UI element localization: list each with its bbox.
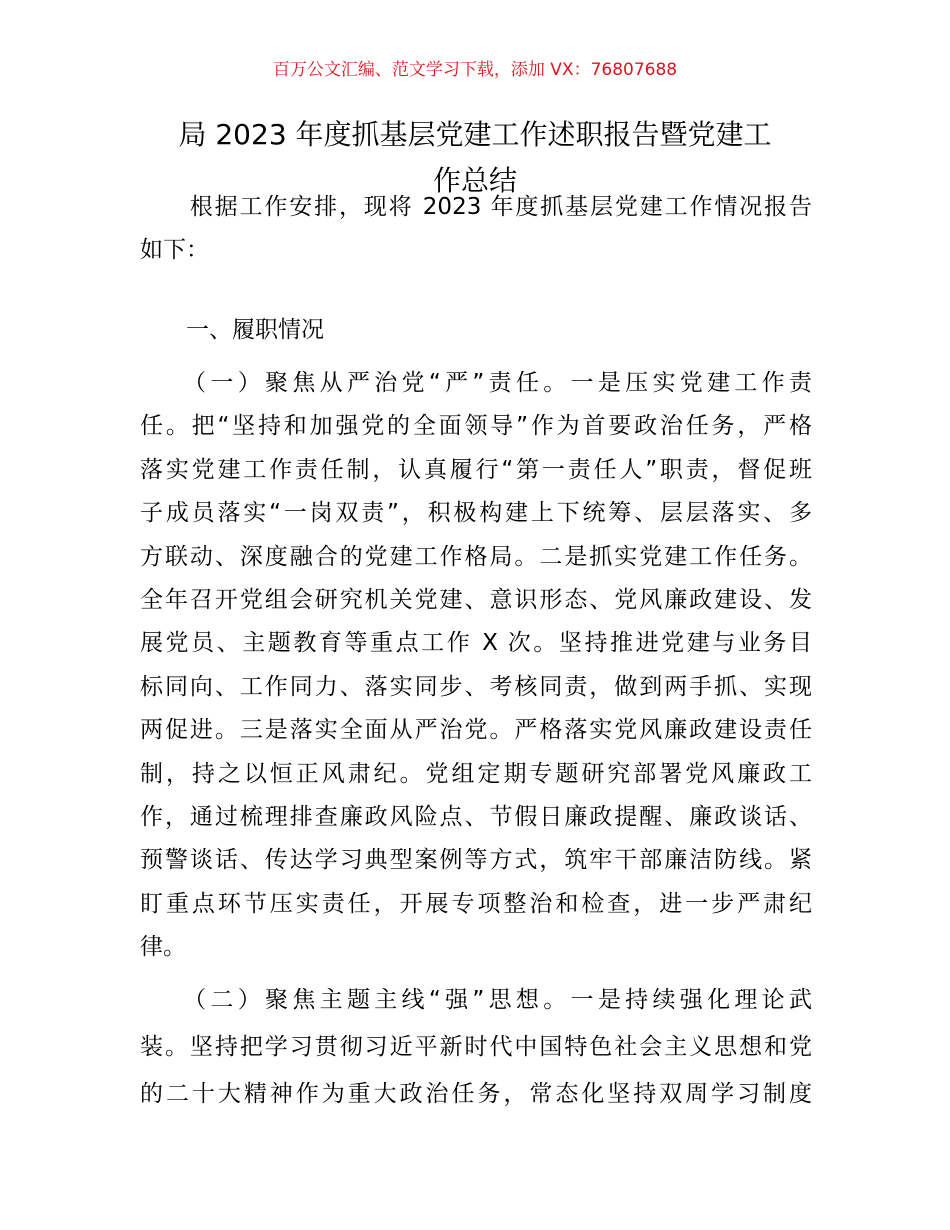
paragraph-line: 如下： xyxy=(140,237,209,263)
paragraph-line: 两促进。三是落实全面从严治党。严格落实党风廉政建设责任 xyxy=(140,717,812,744)
paragraph-line: 任。把“坚持和加强党的全面领导”作为首要政治任务，严格 xyxy=(140,413,812,440)
paragraph-line: 预警谈话、传达学习典型案例等方式，筑牢干部廉洁防线。紧 xyxy=(140,847,812,874)
paragraph-line: 作，通过梳理排查廉政风险点、节假日廉政提醒、廉政谈话、 xyxy=(140,804,812,830)
paragraph-line: 根据工作安排，现将 2023 年度抓基层党建工作情况报告 xyxy=(140,194,812,220)
paragraph-line: 方联动、深度融合的党建工作格局。二是抓实党建工作任务。 xyxy=(140,543,812,570)
paragraph-line: 制，持之以恒正风肃纪。党组定期专题研究部署党风廉政工 xyxy=(140,760,812,787)
paragraph-line: 盯重点环节压实责任，开展专项整治和检查，进一步严肃纪 xyxy=(140,890,812,917)
paragraph-line: 的二十大精神作为重大政治任务，常态化坚持双周学习制度 xyxy=(140,1081,812,1107)
paragraph-line: （一）聚焦从严治党“严”责任。一是压实党建工作责 xyxy=(140,370,812,396)
document-title-line-2: 作总结 xyxy=(432,164,517,197)
paragraph-line: 子成员落实“一岗双责”，积极构建上下统筹、层层落实、多 xyxy=(140,500,812,527)
paragraph-line: 律。 xyxy=(140,934,186,961)
paragraph-line: 全年召开党组会研究机关党建、意识形态、党风廉政建设、发 xyxy=(140,587,812,613)
document-title-line-1: 局 2023 年度抓基层党建工作述职报告暨党建工 xyxy=(178,118,772,151)
paragraph-line: 一、履职情况 xyxy=(140,317,324,343)
paragraph-line: 落实党建工作责任制，认真履行“第一责任人”职责，督促班 xyxy=(140,456,812,483)
paragraph-line: 装。坚持把学习贯彻习近平新时代中国特色社会主义思想和党 xyxy=(140,1034,812,1060)
paragraph-line: 展党员、主题教育等重点工作 X 次。坚持推进党建与业务目 xyxy=(140,630,812,657)
watermark-header: 百万公文汇编、范文学习下载，添加 VX：76807688 xyxy=(272,60,678,80)
paragraph-line: （二）聚焦主题主线“强”思想。一是持续强化理论武 xyxy=(140,987,812,1013)
paragraph-line: 标同向、工作同力、落实同步、考核同责，做到两手抓、实现 xyxy=(140,673,812,700)
